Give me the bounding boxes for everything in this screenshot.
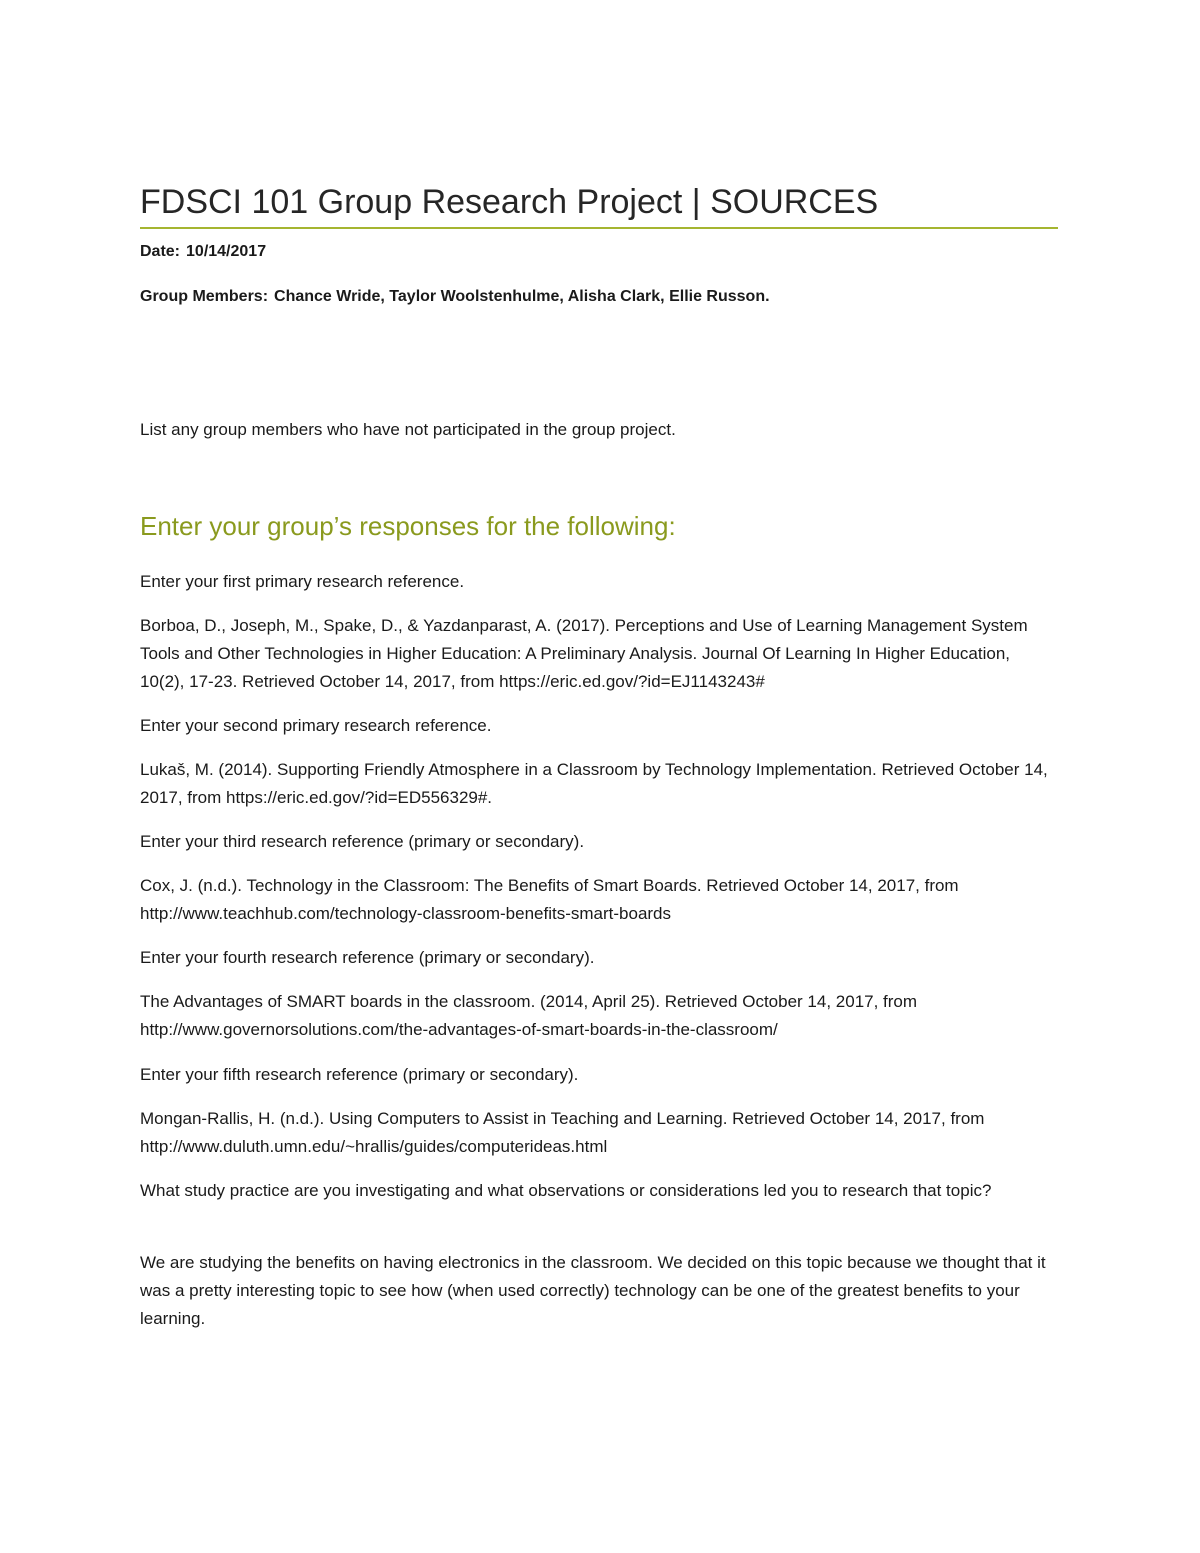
response-third-reference: Cox, J. (n.d.). Technology in the Classroom: The Benefits of Smart Boards. Retrieved October 14, 2017, from http://www.teachhub.com/technology-classroom-benefits-smart-boards	[140, 876, 959, 923]
group-members-value: Chance Wride, Taylor Woolstenhulme, Alisha Clark, Ellie Russon.	[274, 288, 770, 305]
prompt-third-reference: Enter your third research reference (primary or secondary).	[140, 832, 585, 851]
group-members-label: Group Members:	[140, 288, 269, 305]
date-value: 10/14/2017	[186, 243, 267, 260]
prompt-first-reference: Enter your first primary research reference.	[140, 572, 465, 591]
prompt-fifth-reference: Enter your fifth research reference (primary or secondary).	[140, 1065, 579, 1084]
date-line	[140, 243, 266, 261]
section-heading: Enter your group’s responses for the following:	[140, 511, 676, 541]
document-title: FDSCI 101 Group Research Project | SOURCES	[140, 183, 879, 221]
response-fourth-reference: The Advantages of SMART boards in the classroom. (2014, April 25). Retrieved October 14, 2017, from http://www.governorsolutions.com/the-advantages-of-smart-boards-in-the-classroom/	[140, 992, 918, 1039]
date-label: Date:	[140, 243, 181, 260]
prompt-study-practice: What study practice are you investigating and what observations or considerations led you to research that topic?	[140, 1181, 992, 1200]
response-first-reference: Borboa, D., Joseph, M., Spake, D., & Yazdanparast, A. (2017). Perceptions and Use of Learning Management System Tools and Other Technologies in Higher Education: A Preliminary Analysis. Journal Of Learning In Higher Education, 10(2), 17-23. Retrieved October 14, 2017, from https://eric.ed.gov/?id=EJ1143243#	[140, 616, 1028, 691]
prompt-fourth-reference: Enter your fourth research reference (primary or secondary).	[140, 948, 595, 967]
response-study-practice: We are studying the benefits on having electronics in the classroom. We decided on this topic because we thought that it was a pretty interesting topic to see how (when used correctly) technology can be one of the greatest benefits to your learning.	[140, 1253, 1046, 1328]
title-underline	[140, 227, 1058, 229]
response-fifth-reference: Mongan-Rallis, H. (n.d.). Using Computers to Assist in Teaching and Learning. Retrieved October 14, 2017, from http://www.duluth.umn.edu/~hrallis/guides/computerideas.html	[140, 1109, 985, 1156]
response-second-reference: Lukaš, M. (2014). Supporting Friendly Atmosphere in a Classroom by Technology Implementation. Retrieved October 14, 2017, from https://eric.ed.gov/?id=ED556329#.	[140, 760, 1048, 807]
prompt-second-reference: Enter your second primary research reference.	[140, 716, 492, 735]
group-members-line	[140, 288, 770, 306]
non-participants-prompt: List any group members who have not participated in the group project.	[140, 420, 676, 439]
